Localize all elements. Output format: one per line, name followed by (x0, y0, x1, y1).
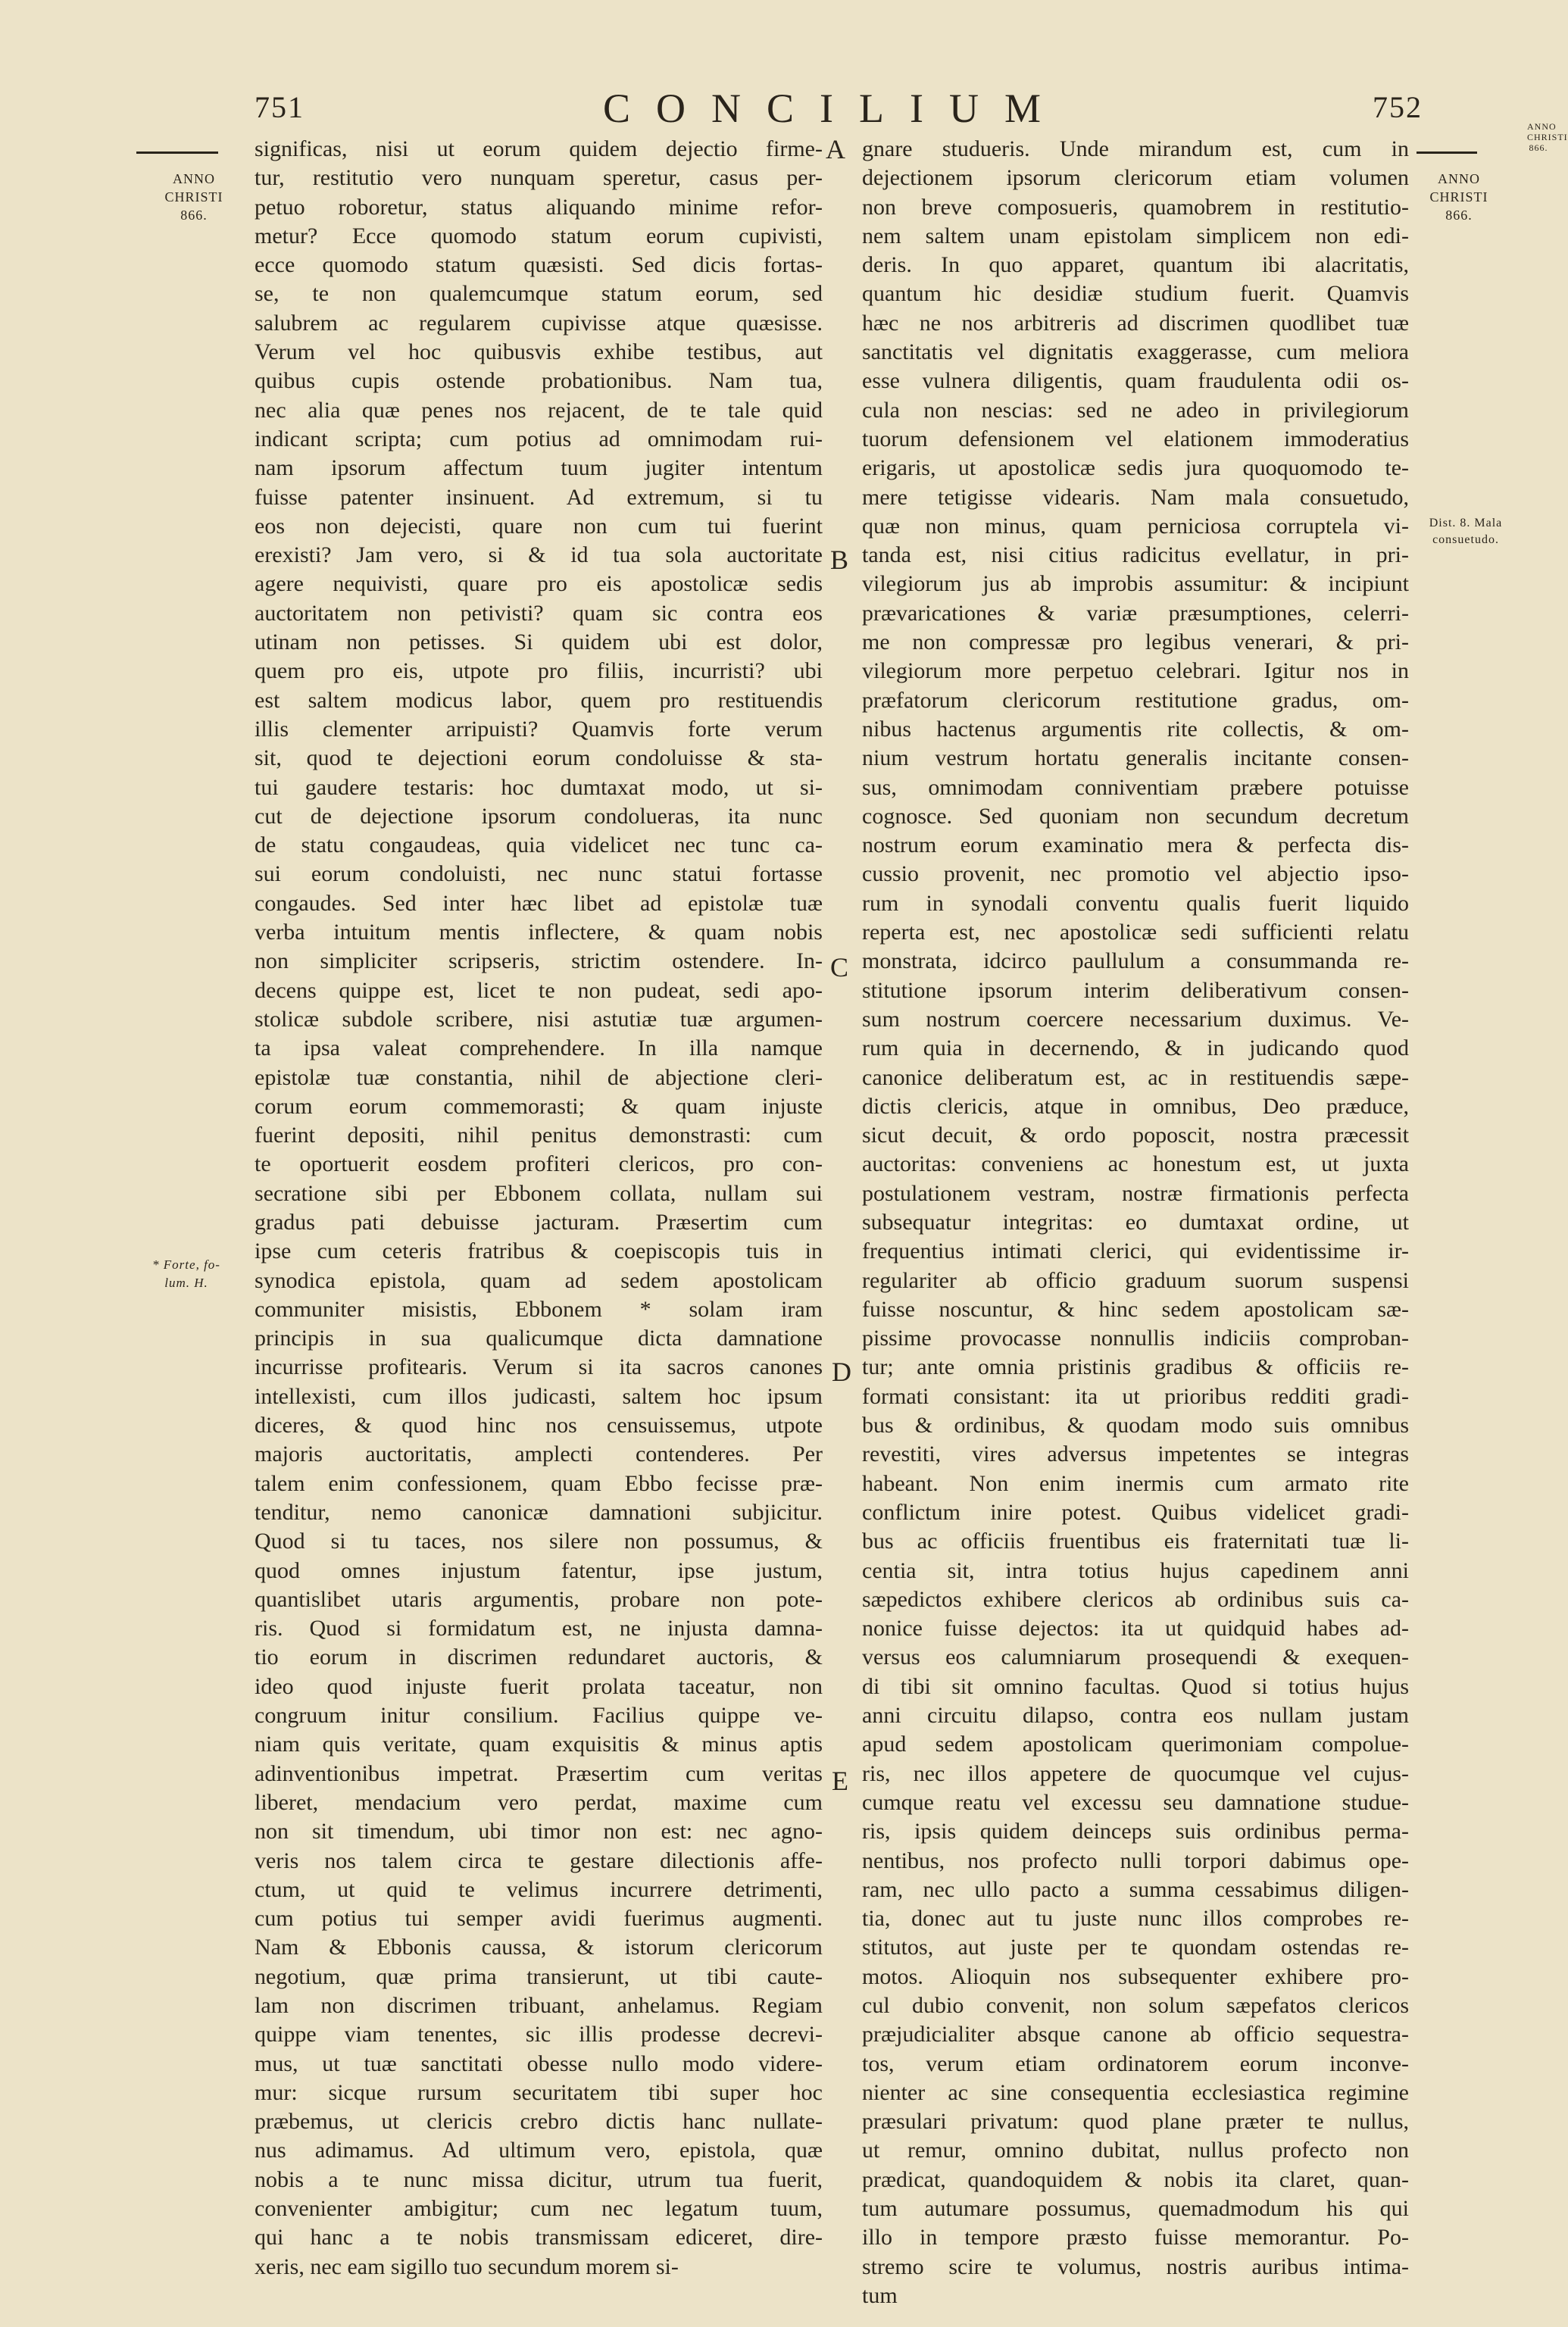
text-line: monstrata, idcirco paullulum a consummanda re- (862, 948, 1409, 974)
text-line: rum quia in decernendo, & in judicando quod (862, 1035, 1409, 1061)
text-line: illis clementer arripuisti? Quamvis forte verum (255, 716, 823, 742)
margin-edge-note: ANNO CHRISTI 866. (1527, 121, 1568, 153)
text-line: nium vestrum hortatu generalis incitante consen- (862, 745, 1409, 771)
text-line: prædicat, quandoquidem & nobis ita claret, quan- (862, 2166, 1409, 2192)
margin-forte-note: * Forte, fo- lum. H. (152, 1257, 220, 1290)
text-line: tum autumare possumus, quemadmodum his qui (862, 2196, 1409, 2222)
text-line: stolicæ subdole scribere, nisi astutiæ tuæ argumen- (255, 1006, 823, 1032)
text-line: quod omnes injustum fatentur, ipse justum, (255, 1557, 823, 1583)
text-line: diceres, & quod hinc nos censuissemus, utpote (255, 1413, 823, 1438)
text-line: motos. Alioquin nos subsequenter exhibere pro- (862, 1963, 1409, 1989)
text-line: dejectionem ipsorum clericorum etiam volumen (862, 165, 1409, 191)
text-line: ris. Quod si formidatum est, ne injusta damna- (255, 1616, 823, 1641)
margin-distinction-note: Dist. 8. Mala consuetudo. (1429, 517, 1503, 546)
text-line: cum potius tui semper avidi fuerimus augmenti. (255, 1906, 823, 1932)
text-line: sum nostrum coercere necessarium duximus. Ve- (862, 1006, 1409, 1032)
section-letter-c: C (830, 952, 849, 982)
text-line: nibus hactenus argumentis rite collectis, & om- (862, 716, 1409, 742)
text-line: te oportuerit eosdem profiteri clericos, pro con- (255, 1151, 823, 1177)
text-line: gnare studueris. Unde mirandum est, cum in (862, 136, 1409, 161)
text-line: nostrum eorum examinatio mera & perfecta dis- (862, 832, 1409, 858)
text-line: quem pro eis, utpote pro filiis, incurristi? ubi (255, 658, 823, 684)
text-line: tia, donec aut tu juste nunc illos comprobes re- (862, 1906, 1409, 1932)
text-line: convenienter ambigitur; cum nec legatum tuum, (255, 2196, 823, 2222)
text-line: esse vulnera diligentis, quam fraudulenta odii os- (862, 368, 1409, 394)
text-line: non simpliciter scripseris, strictim ostendere. In- (255, 948, 823, 974)
text-line: Quod si tu taces, nos silere non possumus, & (255, 1529, 823, 1554)
text-line: lam non discrimen tribuant, anhelamus. Regiam (255, 1993, 823, 2018)
text-line: nienter ac sine consequentia ecclesiastica regimine (862, 2079, 1409, 2105)
text-line: majoris auctoritatis, amplecti contenderes. Per (255, 1441, 823, 1467)
text-line: canonice deliberatum est, ac in restituendis sæpe- (862, 1064, 1409, 1090)
text-column-left (255, 135, 823, 2279)
text-line: cula non nescias: sed ne adeo in privilegiorum (862, 397, 1409, 423)
text-line: quippe viam tenentes, sic illis prodesse decrevi- (255, 2022, 823, 2047)
text-line: est saltem modicus labor, quem pro restituendis (255, 687, 823, 713)
text-line: sanctitatis vel dignitatis exaggerasse, cum meliora (862, 339, 1409, 365)
text-line: veris nos talem circa te gestare dilectionis affe- (255, 1848, 823, 1873)
text-line: ecce quomodo statum quæsisti. Sed dicis fortas- (255, 252, 823, 278)
text-line: congaudes. Sed inter hæc libet ad epistolæ tuæ (255, 890, 823, 916)
text-line: vilegiorum jus ab improbis assumitur: & incipiunt (862, 571, 1409, 597)
text-line: erigaris, ut apostolicæ sedis jura quoquomodo te- (862, 455, 1409, 481)
text-line: metur? Ecce quomodo statum eorum cupivisti, (255, 223, 823, 248)
text-line: tum (862, 2282, 898, 2308)
text-line: ctum, ut quid te velimus incurrere detrimenti, (255, 1876, 823, 1902)
text-line: ideo quod injuste fuerit prolata taceatur, non (255, 1673, 823, 1699)
text-line: non sit timendum, ubi timor non est: nec agno- (255, 1819, 823, 1844)
text-line: intellexisti, cum illos judicasti, saltem hoc ipsum (255, 1383, 823, 1409)
text-line: cussio provenit, nec promotio vel abjectio ipso- (862, 861, 1409, 887)
text-line: pissime provocasse nonnullis indiciis comproban- (862, 1326, 1409, 1351)
text-line: significas, nisi ut eorum quidem dejectio firme- (255, 136, 823, 161)
text-line: ris, nec illos appetere de quocumque vel cujus- (862, 1760, 1409, 1786)
text-line: verba intuitum mentis inflectere, & quam nobis (255, 920, 823, 945)
text-column-right (862, 135, 1409, 2308)
text-line: cumque reatu vel excessu seu damnatione studue- (862, 1789, 1409, 1815)
section-letter-d: D (832, 1357, 851, 1387)
text-line: tenditur, nemo canonicæ damnationi subjicitur. (255, 1499, 823, 1525)
text-line: fuerint depositi, nihil penitus demonstrasti: cum (255, 1123, 823, 1148)
text-line: eos non dejecisti, quare non cum tui fuerint (255, 513, 823, 539)
text-line: cognosce. Sed quoniam non secundum decretum (862, 803, 1409, 829)
text-line: mur: sicque rursum securitatem tibi super hoc (255, 2079, 823, 2105)
text-line: habeant. Non enim inermis cum armato rite (862, 1470, 1409, 1496)
text-line: synodica epistola, quam ad sedem apostolicam (255, 1267, 823, 1293)
section-letter-b: B (830, 545, 849, 575)
text-line: tuorum defensionem vel elationem immoderatius (862, 426, 1409, 451)
text-line: fuisse patenter insinuent. Ad extremum, si tu (255, 484, 823, 510)
text-line: utinam non petisses. Si quidem ubi est dolor, (255, 629, 823, 655)
text-line: anni circuitu dilapso, contra eos nullam justam (862, 1703, 1409, 1729)
text-line: tur, restitutio vero nunquam speretur, casus per- (255, 165, 823, 191)
section-letter-e: E (832, 1766, 848, 1796)
text-line: niam quis veritate, quam exquisitis & minus aptis (255, 1732, 823, 1757)
text-line: rum in synodali conventu qualis fuerit liquido (862, 890, 1409, 916)
text-line: cut de dejectione ipsorum condolueras, ita nunc (255, 803, 823, 829)
text-line: talem enim confessionem, quam Ebbo fecisse præ- (255, 1470, 823, 1496)
text-line: illo in tempore præsto fuisse memorantur. Po- (862, 2225, 1409, 2250)
page-number-left: 751 (255, 90, 305, 124)
margin-anno-christi-right: ANNO CHRISTI 866. (1429, 171, 1488, 223)
text-line: salubrem ac regularem cupivisse atque quæsisse. (255, 310, 823, 336)
text-line: revestiti, vires adversus impetentes se integras (862, 1441, 1409, 1467)
text-line: reperta est, nec apostolicæ sedi sufficienti relatu (862, 920, 1409, 945)
text-line: nonice fuisse dejectos: ita ut quidquid habes ad- (862, 1616, 1409, 1641)
text-line: versus eos calumniarum prosequendi & exequen- (862, 1645, 1409, 1670)
text-line: sæpedictos exhibere clericos ab ordinibus suis ca- (862, 1586, 1409, 1612)
text-line: sit, quod te dejectioni eorum condoluisse & sta- (255, 745, 823, 771)
text-line: cul dubio convenit, non solum sæpefatos clericos (862, 1993, 1409, 2018)
text-line: dictis clericis, atque in omnibus, Deo præduce, (862, 1093, 1409, 1119)
text-line: ta ipsa valeat comprehendere. In illa namque (255, 1035, 823, 1061)
text-line: quæ non minus, quam perniciosa corruptela vi- (862, 513, 1409, 539)
text-line: ipse cum ceteris fratribus & coepiscopis tuis in (255, 1238, 823, 1264)
text-line: centia sit, intra totius hujus capedinem anni (862, 1557, 1409, 1583)
text-line: sicut decuit, & ordo poposcit, nostra præcessit (862, 1123, 1409, 1148)
text-line: congruum initur consilium. Facilius quippe ve- (255, 1703, 823, 1729)
text-line: frequentius intimati clerici, qui evidentissime ir- (862, 1238, 1409, 1264)
text-line: prævaricationes & variæ præsumptiones, celerri- (862, 600, 1409, 626)
text-line: ut remur, omnino dubitat, nullus profecto non (862, 2138, 1409, 2163)
margin-anno-christi-left: ANNO CHRISTI 866. (164, 171, 223, 223)
text-line: postulationem vestram, nostræ firmationis perfecta (862, 1180, 1409, 1206)
text-line: stremo scire te volumus, nostris auribus intima- (862, 2254, 1409, 2279)
text-line: de statu congaudeas, quia videlicet nec tunc ca- (255, 832, 823, 858)
text-line: incurrisse profitearis. Verum si ita sacros canones (255, 1354, 823, 1380)
text-line: quantislibet utaris argumentis, probare non pote- (255, 1586, 823, 1612)
text-line: nem saltem unam epistolam simplicem non edi- (862, 223, 1409, 248)
text-line: ris, ipsis quidem deinceps suis ordinibus perma- (862, 1819, 1409, 1844)
text-line: conflictum inire potest. Quibus videlicet gradi- (862, 1499, 1409, 1525)
text-line: auctoritatem non petivisti? quam sic contra eos (255, 600, 823, 626)
text-line: indicant scripta; cum potius ad omnimodam rui- (255, 426, 823, 451)
text-line: negotium, quæ prima transierunt, ut tibi caute- (255, 1963, 823, 1989)
text-line: auctoritas: conveniens ac honestum est, ut juxta (862, 1151, 1409, 1177)
text-line: qui hanc a te nobis transmissam ediceret, dire- (255, 2225, 823, 2250)
text-line: di tibi sit omnino facultas. Quod si totius hujus (862, 1673, 1409, 1699)
text-line: hæc ne nos arbitreris ad discrimen quodlibet tuæ (862, 310, 1409, 336)
text-line: stitutos, aut juste per te quondam ostendas re- (862, 1935, 1409, 1960)
text-line: adinventionibus impetrat. Præsertim cum veritas (255, 1760, 823, 1786)
text-line: nec alia quæ penes nos rejacent, de te tale quid (255, 397, 823, 423)
text-line: tanda est, nisi citius radicitus evellatur, in pri- (862, 542, 1409, 568)
text-line: xeris, nec eam sigillo tuo secundum morem si- (255, 2254, 679, 2279)
text-line: liberet, mendacium vero perdat, maxime cum (255, 1789, 823, 1815)
text-line: quantum hic desidiæ studium fuerit. Quamvis (862, 281, 1409, 307)
text-line: quibus cupis ostende probationibus. Nam tua, (255, 368, 823, 394)
text-line: nam ipsorum affectum tuum jugiter intentum (255, 455, 823, 481)
text-line: bus ac officiis fruentibus eis fraternitati tuæ li- (862, 1529, 1409, 1554)
text-line: tio eorum in discrimen redundaret auctoris, & (255, 1645, 823, 1670)
header-rule-right (1417, 151, 1477, 154)
text-line: bus & ordinibus, & quodam modo suis omnibus (862, 1413, 1409, 1438)
text-line: subsequatur integritas: eo dumtaxat ordine, ut (862, 1209, 1409, 1235)
text-line: nobis a te nunc missa dicitur, utrum tua fuerit, (255, 2166, 823, 2192)
text-line: apud sedem apostolicam querimoniam compolue- (862, 1732, 1409, 1757)
text-line: epistolæ tuæ constantia, nihil de abjectione cleri- (255, 1064, 823, 1090)
text-line: tur; ante omnia pristinis gradibus & officiis re- (862, 1354, 1409, 1380)
text-line: præfatorum clericorum restitutione gradus, om- (862, 687, 1409, 713)
text-line: erexisti? Jam vero, si & id tua sola auctoritate (255, 542, 823, 568)
text-line: vilegiorum more perpetuo celebrari. Igitur nos in (862, 658, 1409, 684)
text-line: Verum vel hoc quibusvis exhibe testibus, aut (255, 339, 823, 365)
text-line: agere nequivisti, quare pro eis apostolicæ sedis (255, 571, 823, 597)
text-line: principis in sua qualicumque dicta damnatione (255, 1326, 823, 1351)
text-line: me non compressæ pro legibus venerari, & pri- (862, 629, 1409, 655)
header-rule-left (136, 151, 218, 154)
text-line: formati consistant: ita ut prioribus redditi gradi- (862, 1383, 1409, 1409)
text-line: communiter misistis, Ebbonem * solam iram (255, 1296, 823, 1322)
text-line: mere tetigisse videaris. Nam mala consuetudo, (862, 484, 1409, 510)
running-title: CONCILIUM (603, 86, 1067, 131)
text-line: sui eorum condoluisti, nec nunc statui fortasse (255, 861, 823, 887)
text-line: non breve composueris, quamobrem in restitutio- (862, 194, 1409, 220)
text-line: fuisse noscuntur, & hinc sedem apostolicam sæ- (862, 1296, 1409, 1322)
text-line: nus adimamus. Ad ultimum vero, epistola, quæ (255, 2138, 823, 2163)
text-line: præsulari privatum: quod plane præter te nullus, (862, 2109, 1409, 2135)
text-line: mus, ut tuæ sanctitati obesse nullo modo videre- (255, 2051, 823, 2076)
text-line: se, te non qualemcumque statum eorum, sed (255, 281, 823, 307)
section-letter-a: A (826, 134, 845, 164)
text-line: gradus pati debuisse jacturam. Præsertim cum (255, 1209, 823, 1235)
text-line: stitutione ipsorum interim deliberativum consen- (862, 977, 1409, 1003)
text-line: ram, nec ullo pacto a summa cessabimus diligen- (862, 1876, 1409, 1902)
text-line: decens quippe est, licet te non pudeat, sedi apo- (255, 977, 823, 1003)
text-line: tui gaudere testaris: hoc dumtaxat modo, ut si- (255, 774, 823, 800)
page-number-right: 752 (1373, 90, 1423, 124)
text-line: Nam & Ebbonis caussa, & istorum clericorum (255, 1935, 823, 1960)
text-line: petuo roboretur, status aliquando minime refor- (255, 194, 823, 220)
text-line: deris. In quo apparet, quantum ibi alacritatis, (862, 252, 1409, 278)
text-line: præjudicialiter absque canone ab officio sequestra- (862, 2022, 1409, 2047)
text-line: corum eorum commemorasti; & quam injuste (255, 1093, 823, 1119)
text-line: tos, verum etiam ordinatorem eorum inconve- (862, 2051, 1409, 2076)
text-line: præbemus, ut clericis crebro dictis hanc nullate- (255, 2109, 823, 2135)
text-line: sus, omnimodam conniventiam præbere potuisse (862, 774, 1409, 800)
text-line: regulariter ab officio graduum suorum suspensi (862, 1267, 1409, 1293)
text-line: secratione sibi per Ebbonem collata, nullam sui (255, 1180, 823, 1206)
text-line: nentibus, nos profecto nulli torpori dabimus ope- (862, 1848, 1409, 1873)
